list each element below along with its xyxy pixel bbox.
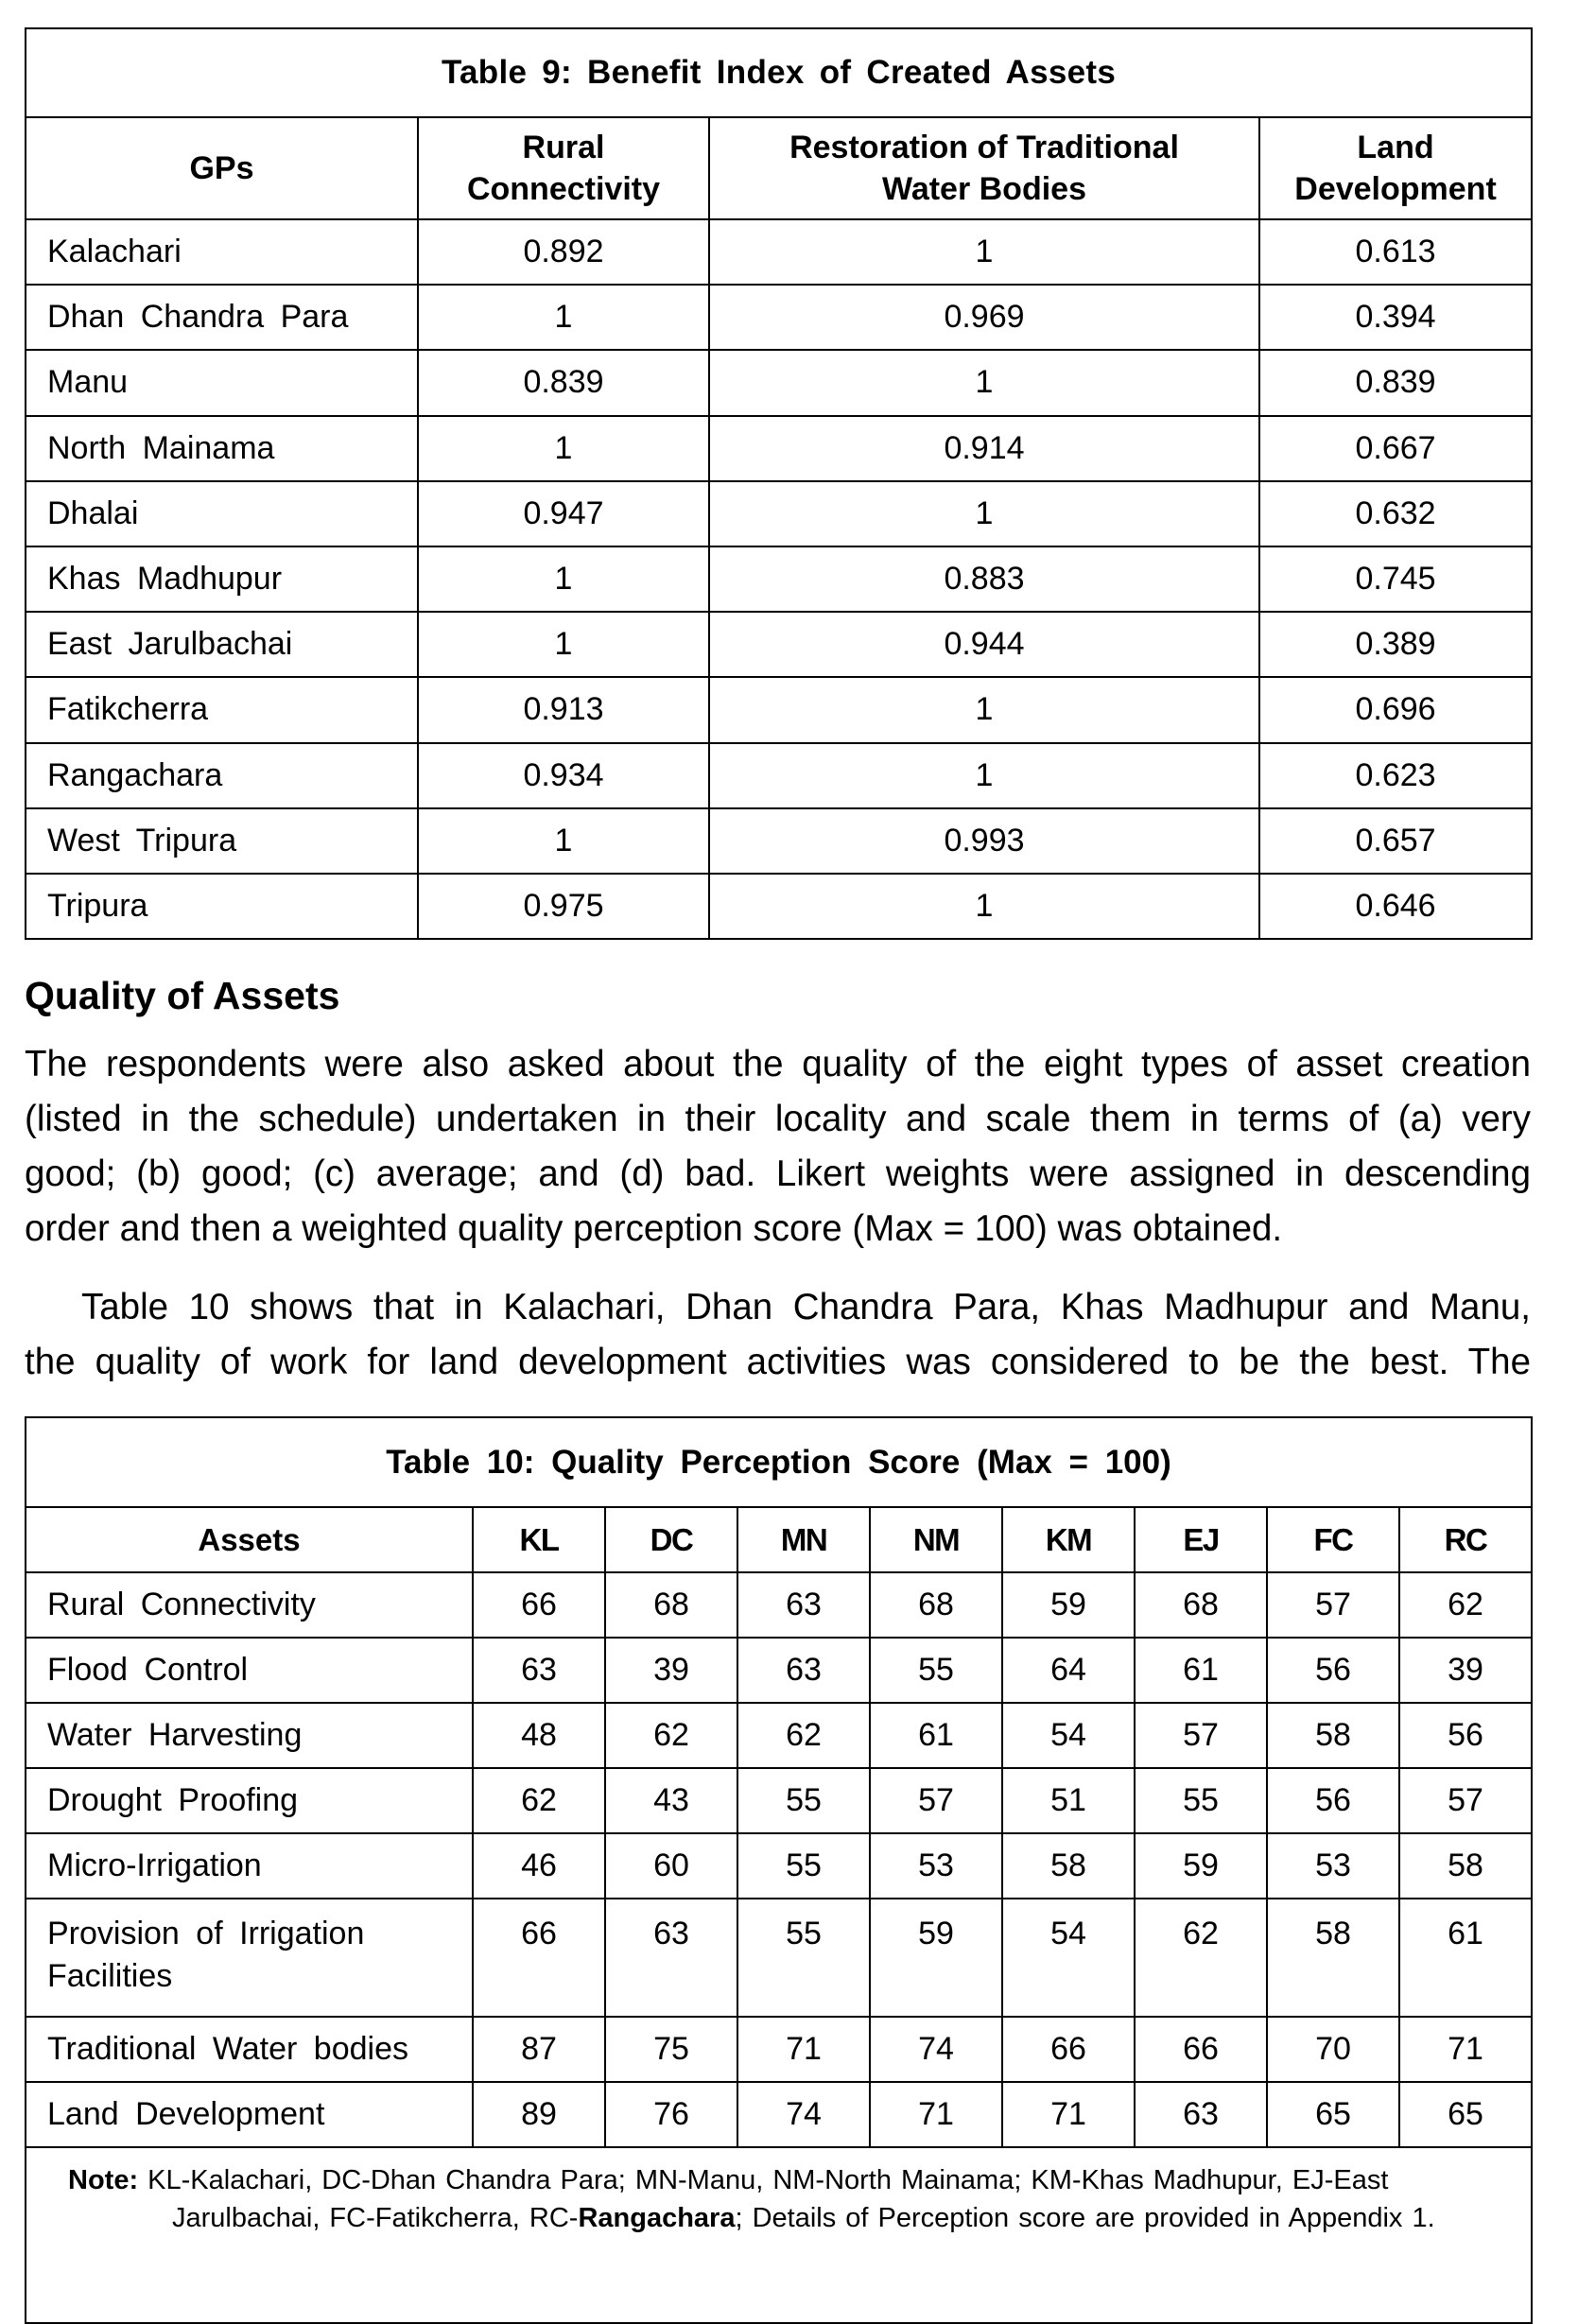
asset-name: Rural Connectivity — [26, 1572, 473, 1638]
score-kl: 87 — [473, 2017, 605, 2082]
asset-name: Micro-Irrigation — [26, 1833, 473, 1899]
score-kl: 48 — [473, 1703, 605, 1768]
column-header-land-development: Land Development — [1259, 117, 1532, 219]
rural-connectivity-value: 0.934 — [418, 743, 709, 808]
gp-name: Khas Madhupur — [26, 546, 418, 612]
gp-name: Tripura — [26, 874, 418, 939]
score-km: 51 — [1002, 1768, 1135, 1833]
score-kl: 46 — [473, 1833, 605, 1899]
table-10-quality-perception — [25, 1416, 1533, 2324]
score-fc: 65 — [1267, 2082, 1399, 2147]
rural-connectivity-value: 1 — [418, 612, 709, 677]
score-ej: 66 — [1135, 2017, 1267, 2082]
column-header-restoration-water-bodies: Restoration of Traditional Water Bodies — [709, 117, 1259, 219]
table-row — [26, 1899, 1532, 2017]
table-row — [26, 2082, 1532, 2147]
score-dc: 68 — [605, 1572, 737, 1638]
land-development-value: 0.839 — [1259, 350, 1532, 415]
gp-name: Fatikcherra — [26, 677, 418, 742]
table-10-note — [26, 2147, 1532, 2323]
table-row — [26, 1638, 1532, 1703]
score-km: 54 — [1002, 1703, 1135, 1768]
table-row — [26, 808, 1532, 874]
score-mn: 55 — [737, 1899, 870, 2017]
score-dc: 76 — [605, 2082, 737, 2147]
paragraph-line: the quality of work for land development activities was considered to be the best. The — [25, 1342, 1531, 1382]
score-dc: 63 — [605, 1899, 737, 2017]
score-fc: 57 — [1267, 1572, 1399, 1638]
table-row — [26, 546, 1532, 612]
table-row — [26, 1703, 1532, 1768]
score-dc: 62 — [605, 1703, 737, 1768]
paragraph-line: good; (b) good; (c) average; and (d) bad. Likert weights were assigned in descending — [25, 1153, 1531, 1194]
table-10-title: Table 10: Quality Perception Score (Max = 100) — [26, 1417, 1532, 1507]
score-rc: 65 — [1399, 2082, 1532, 2147]
rural-connectivity-value: 0.947 — [418, 481, 709, 546]
table-row — [26, 416, 1532, 481]
paragraph-quality-method — [25, 1037, 1531, 1257]
score-rc: 62 — [1399, 1572, 1532, 1638]
restoration-value: 1 — [709, 743, 1259, 808]
score-mn: 63 — [737, 1572, 870, 1638]
paragraph-table10-summary — [25, 1280, 1531, 1390]
restoration-value: 1 — [709, 219, 1259, 285]
score-ej: 62 — [1135, 1899, 1267, 2017]
restoration-value: 0.944 — [709, 612, 1259, 677]
gp-name: East Jarulbachai — [26, 612, 418, 677]
score-mn: 74 — [737, 2082, 870, 2147]
land-development-value: 0.696 — [1259, 677, 1532, 742]
table-row — [26, 1572, 1532, 1638]
restoration-value: 0.883 — [709, 546, 1259, 612]
score-mn: 55 — [737, 1833, 870, 1899]
land-development-value: 0.632 — [1259, 481, 1532, 546]
score-ej: 55 — [1135, 1768, 1267, 1833]
asset-name: Provision of Irrigation Facilities — [26, 1899, 473, 2017]
score-fc: 53 — [1267, 1833, 1399, 1899]
land-development-value: 0.745 — [1259, 546, 1532, 612]
score-km: 54 — [1002, 1899, 1135, 2017]
score-fc: 58 — [1267, 1703, 1399, 1768]
asset-name: Flood Control — [26, 1638, 473, 1703]
score-nm: 59 — [870, 1899, 1002, 2017]
score-kl: 66 — [473, 1899, 605, 2017]
gp-name: Manu — [26, 350, 418, 415]
score-mn: 63 — [737, 1638, 870, 1703]
land-development-value: 0.646 — [1259, 874, 1532, 939]
score-ej: 61 — [1135, 1638, 1267, 1703]
table-row — [26, 743, 1532, 808]
paragraph-line: (listed in the schedule) undertaken in their locality and scale them in terms of (a) very — [25, 1099, 1531, 1139]
score-rc: 61 — [1399, 1899, 1532, 2017]
asset-name: Land Development — [26, 2082, 473, 2147]
rural-connectivity-value: 0.892 — [418, 219, 709, 285]
table-row — [26, 285, 1532, 350]
table-row — [26, 1833, 1532, 1899]
score-mn: 71 — [737, 2017, 870, 2082]
score-km: 71 — [1002, 2082, 1135, 2147]
gp-name: Dhalai — [26, 481, 418, 546]
column-header-gps: GPs — [26, 117, 418, 219]
score-dc: 39 — [605, 1638, 737, 1703]
asset-name: Traditional Water bodies — [26, 2017, 473, 2082]
column-header-fc: FC — [1267, 1507, 1399, 1572]
table-row — [26, 612, 1532, 677]
paragraph-line: The respondents were also asked about the quality of the eight types of asset creation — [25, 1044, 1531, 1084]
score-nm: 61 — [870, 1703, 1002, 1768]
column-header-dc: DC — [605, 1507, 737, 1572]
table-9-title: Table 9: Benefit Index of Created Assets — [26, 28, 1532, 117]
rural-connectivity-value: 0.839 — [418, 350, 709, 415]
gp-name: Kalachari — [26, 219, 418, 285]
score-nm: 71 — [870, 2082, 1002, 2147]
score-dc: 75 — [605, 2017, 737, 2082]
table-row — [26, 350, 1532, 415]
score-fc: 56 — [1267, 1768, 1399, 1833]
score-nm: 57 — [870, 1768, 1002, 1833]
score-rc: 71 — [1399, 2017, 1532, 2082]
table-9-benefit-index — [25, 27, 1533, 940]
score-mn: 62 — [737, 1703, 870, 1768]
restoration-value: 1 — [709, 677, 1259, 742]
table-9-header-row — [26, 117, 1532, 219]
land-development-value: 0.657 — [1259, 808, 1532, 874]
table-row — [26, 677, 1532, 742]
table-row — [26, 219, 1532, 285]
score-dc: 43 — [605, 1768, 737, 1833]
rural-connectivity-value: 0.975 — [418, 874, 709, 939]
column-header-kl: KL — [473, 1507, 605, 1572]
score-nm: 74 — [870, 2017, 1002, 2082]
rural-connectivity-value: 1 — [418, 546, 709, 612]
note-label: Note: — [68, 2165, 139, 2195]
rural-connectivity-value: 1 — [418, 808, 709, 874]
table-row — [26, 874, 1532, 939]
gp-name: West Tripura — [26, 808, 418, 874]
score-km: 66 — [1002, 2017, 1135, 2082]
score-km: 58 — [1002, 1833, 1135, 1899]
restoration-value: 0.969 — [709, 285, 1259, 350]
restoration-value: 0.914 — [709, 416, 1259, 481]
restoration-value: 1 — [709, 350, 1259, 415]
rural-connectivity-value: 1 — [418, 285, 709, 350]
paragraph-line: order and then a weighted quality perception score (Max = 100) was obtained. — [25, 1208, 1283, 1249]
column-header-assets: Assets — [26, 1507, 473, 1572]
land-development-value: 0.394 — [1259, 285, 1532, 350]
score-kl: 66 — [473, 1572, 605, 1638]
score-rc: 56 — [1399, 1703, 1532, 1768]
score-nm: 55 — [870, 1638, 1002, 1703]
score-nm: 53 — [870, 1833, 1002, 1899]
score-kl: 63 — [473, 1638, 605, 1703]
table-row — [26, 2017, 1532, 2082]
rural-connectivity-value: 1 — [418, 416, 709, 481]
column-header-km: KM — [1002, 1507, 1135, 1572]
land-development-value: 0.623 — [1259, 743, 1532, 808]
score-kl: 89 — [473, 2082, 605, 2147]
score-ej: 59 — [1135, 1833, 1267, 1899]
score-km: 64 — [1002, 1638, 1135, 1703]
table-row — [26, 1768, 1532, 1833]
score-ej: 68 — [1135, 1572, 1267, 1638]
paragraph-line: Table 10 shows that in Kalachari, Dhan Chandra Para, Khas Madhupur and Manu, — [81, 1287, 1531, 1327]
score-mn: 55 — [737, 1768, 870, 1833]
score-km: 59 — [1002, 1572, 1135, 1638]
score-ej: 63 — [1135, 2082, 1267, 2147]
score-rc: 58 — [1399, 1833, 1532, 1899]
score-fc: 70 — [1267, 2017, 1399, 2082]
score-fc: 56 — [1267, 1638, 1399, 1703]
score-ej: 57 — [1135, 1703, 1267, 1768]
score-nm: 68 — [870, 1572, 1002, 1638]
rural-connectivity-value: 0.913 — [418, 677, 709, 742]
score-dc: 60 — [605, 1833, 737, 1899]
note-bold-rangachara: Rangachara — [578, 2203, 736, 2233]
land-development-value: 0.667 — [1259, 416, 1532, 481]
restoration-value: 1 — [709, 874, 1259, 939]
section-heading: Quality of Assets — [25, 974, 340, 1017]
land-development-value: 0.389 — [1259, 612, 1532, 677]
column-header-rc: RC — [1399, 1507, 1532, 1572]
land-development-value: 0.613 — [1259, 219, 1532, 285]
note-text: Note: KL-Kalachari, DC-Dhan Chandra Para; MN-Manu, NM-North Mainama; KM-Khas Madhupur, EJ-East Jarulbachai, FC-Fatikcherra, RC-Rangachara; Details of Perception score are provided in Appendix 1. — [68, 2165, 1435, 2233]
gp-name: North Mainama — [26, 416, 418, 481]
score-rc: 39 — [1399, 1638, 1532, 1703]
column-header-nm: NM — [870, 1507, 1002, 1572]
gp-name: Dhan Chandra Para — [26, 285, 418, 350]
asset-name: Drought Proofing — [26, 1768, 473, 1833]
restoration-value: 0.993 — [709, 808, 1259, 874]
gp-name: Rangachara — [26, 743, 418, 808]
restoration-value: 1 — [709, 481, 1259, 546]
column-header-ej: EJ — [1135, 1507, 1267, 1572]
column-header-rural-connectivity: Rural Connectivity — [418, 117, 709, 219]
score-kl: 62 — [473, 1768, 605, 1833]
table-row — [26, 481, 1532, 546]
table-10-header-row — [26, 1507, 1532, 1572]
asset-name: Water Harvesting — [26, 1703, 473, 1768]
column-header-mn: MN — [737, 1507, 870, 1572]
score-rc: 57 — [1399, 1768, 1532, 1833]
score-fc: 58 — [1267, 1899, 1399, 2017]
